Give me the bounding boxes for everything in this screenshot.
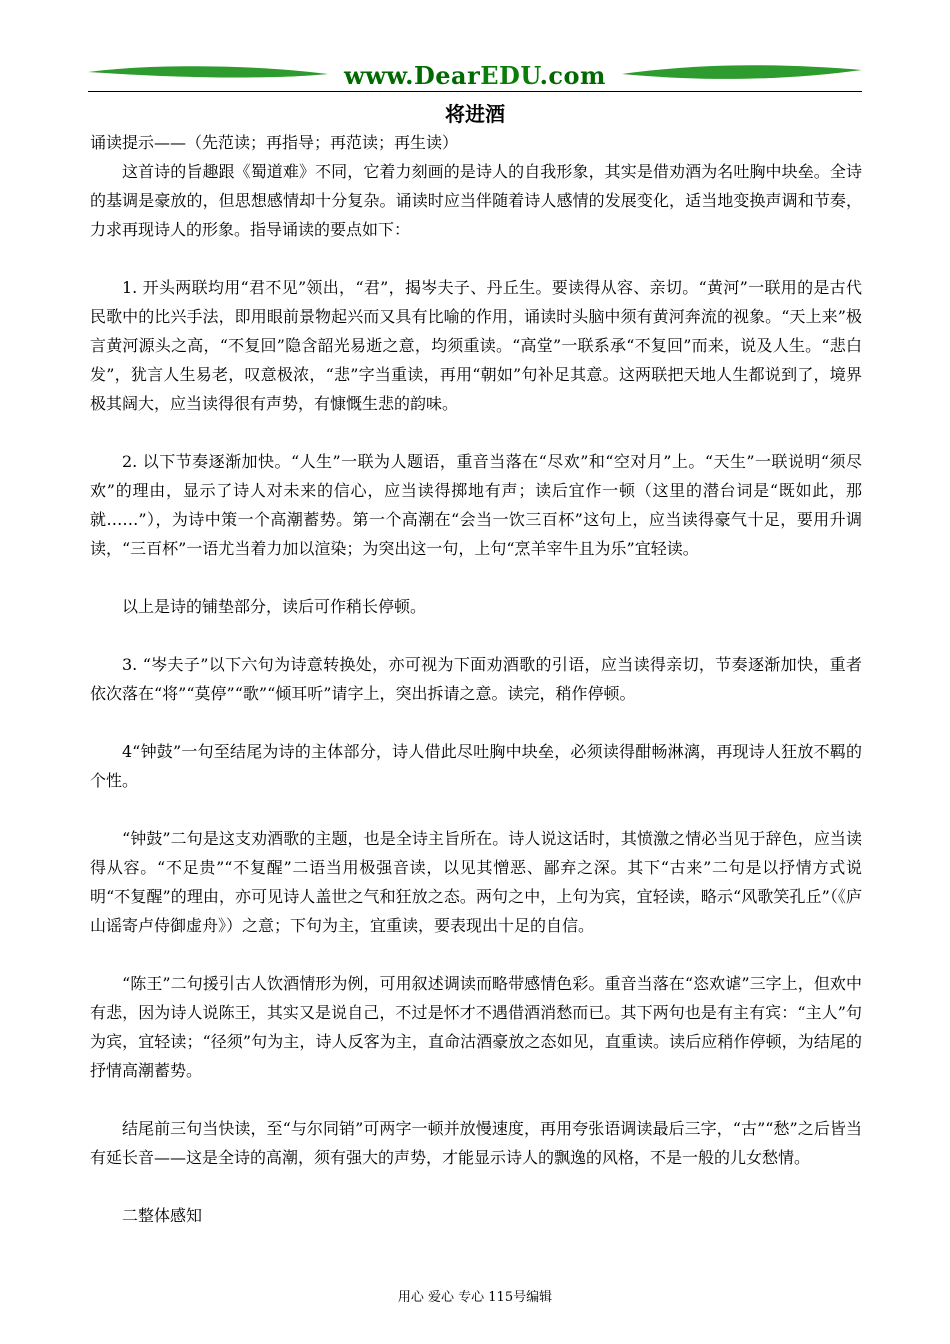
document-body — [90, 128, 862, 1230]
site-brand-logo: www.DearEDU.com — [344, 61, 606, 90]
zhonggu-paragraph: “钟鼓”二句是这支劝酒歌的主题，也是全诗主旨所在。诗人说这话时，其愤激之情必当见于辞色，应当读得从容。“不足贵”“不复醒”二语当用极强音读，以见其憎恶、鄙弃之深。其下“古来”二句是以抒情方式说明“不复醒”的理由，亦可见诗人盖世之气和狂放之态。两句之中，上句为宾，宜轻读，略示“风歌笑孔丘”（《庐山谣寄卢侍御虚舟》）之意；下句为主，宜重读，要表现出十足的自信。 — [90, 829, 862, 935]
point-3-paragraph: 3. “岑夫子”以下六句为诗意转换处，亦可视为下面劝酒歌的引语，应当读得亲切，节奏逐渐加快，重者依次落在“将”“莫停”“歌”“倾耳听”请字上，突出拆请之意。读完，稍作停顿。 — [90, 655, 862, 703]
pause-note-paragraph: 以上是诗的铺垫部分，读后可作稍长停顿。 — [122, 597, 427, 616]
chenwang-paragraph: “陈王”二句援引古人饮酒情形为例，可用叙述调读而略带感情色彩。重音当落在“恣欢谑”三字上，但欢中有悲，因为诗人说陈王，其实又是说自己，不过是怀才不遇借酒消愁而已。其下两句也是有主有宾：“主人”句为宾，宜轻读；“径须”句为主，诗人反客为主，直命沽酒豪放之态如见，直重读。读后应稍作停顿，为结尾的抒情高潮蓄势。 — [90, 974, 862, 1080]
intro-paragraph: 这首诗的旨趣跟《蜀道难》不同，它着力刻画的是诗人的自我形象，其实是借劝酒为名吐胸中块垒。全诗的基调是豪放的，但思想感情却十分复杂。诵读时应当伴随着诗人感情的发展变化，适当地变换声调和节奏，力求再现诗人的形象。指导诵读的要点如下： — [90, 162, 862, 239]
point-2-paragraph: 2. 以下节奏逐渐加快。“人生”一联为人题语，重音当落在“尽欢”和“空对月”上。“天生”一联说明“须尽欢”的理由，显示了诗人对未来的信心，应当读得掷地有声；读后宜作一顿（这里的潜台词是“既如此，那就……”），为诗中策一个高潮蓄势。第一个高潮在“会当一饮三百杯”这句上，应当读得豪气十足，要用升调读，“三百杯”一语尤当着力加以渲染；为突出这一句，上句“烹羊宰牛且为乐”宜轻读。 — [90, 452, 862, 558]
site-header — [88, 58, 862, 98]
point-1-paragraph: 1. 开头两联均用“君不见”领出，“君”，揭岑夫子、丹丘生。要读得从容、亲切。“黄河”一联用的是古代民歌中的比兴手法，即用眼前景物起兴而又具有比喻的作用，诵读时头脑中须有黄河奔流的视象。“天上来”极言黄河源头之高，“不复回”隐含韶光易逝之意，均须重读。“高堂”一联系承“不复回”而来，说及人生。“悲白发”，犹言人生易老，叹意极浓，“悲”字当重读，再用“朝如”句补足其意。这两联把天地人生都说到了，境界极其阔大，应当读得很有声势，有慷慨生悲的韵味。 — [90, 278, 862, 413]
ending-paragraph: 结尾前三句当快读，至“与尔同销”可两字一顿并放慢速度，再用夸张语调读最后三字，“古”“愁”之后皆当有延长音——这是全诗的高潮，须有强大的声势，才能显示诗人的飘逸的风格，不是一般的儿女愁情。 — [90, 1119, 862, 1167]
section-heading: 二整体感知 — [122, 1206, 203, 1225]
point-4-paragraph: 4“钟鼓”一句至结尾为诗的主体部分，诗人借此尽吐胸中块垒，必须读得酣畅淋漓，再现诗人狂放不羁的个性。 — [90, 742, 862, 790]
document-title: 将进酒 — [445, 102, 505, 126]
page-footer: 用心 爱心 专心 115号编辑 — [397, 1290, 553, 1305]
recitation-hint: 诵读提示——（先范读；再指导；再范读；再生读） — [90, 133, 459, 152]
header-divider — [88, 91, 862, 92]
